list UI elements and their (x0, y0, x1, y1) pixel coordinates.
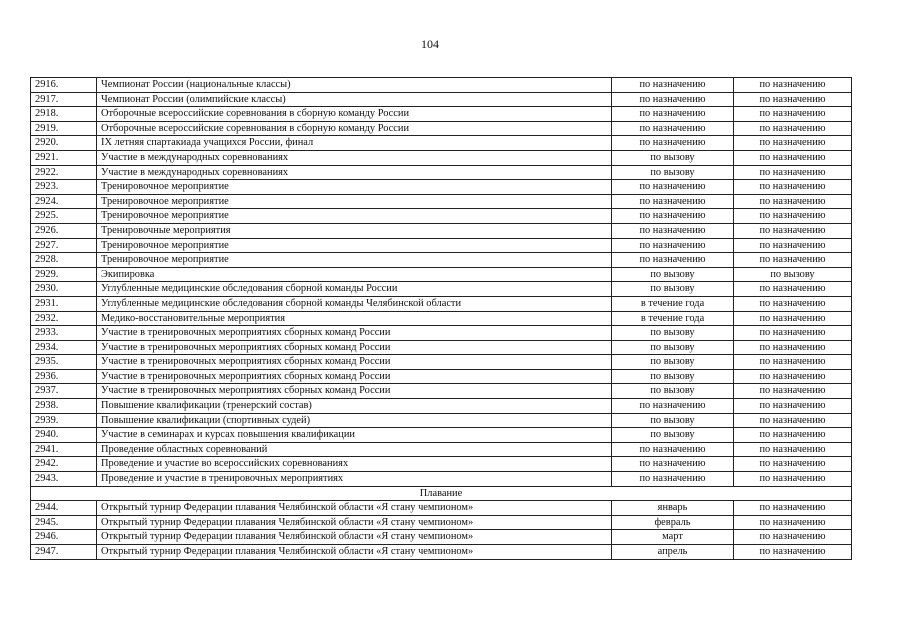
event-date: по вызову (612, 267, 734, 282)
event-place: по назначению (734, 326, 852, 341)
row-number: 2939. (31, 413, 97, 428)
event-name: Тренировочное мероприятие (97, 253, 612, 268)
event-name: Экипировка (97, 267, 612, 282)
row-number: 2938. (31, 399, 97, 414)
event-name: Углубленные медицинские обследования сборной команды России (97, 282, 612, 297)
row-number: 2932. (31, 311, 97, 326)
event-place: по назначению (734, 165, 852, 180)
table-row (31, 92, 852, 107)
event-place: по назначению (734, 413, 852, 428)
event-name: Участие в тренировочных мероприятиях сборных команд России (97, 384, 612, 399)
event-place: по назначению (734, 282, 852, 297)
event-name: Открытый турнир Федерации плавания Челябинской области «Я стану чемпионом» (97, 501, 612, 516)
table-row (31, 530, 852, 545)
event-place: по назначению (734, 472, 852, 487)
row-number: 2947. (31, 545, 97, 560)
row-number: 2916. (31, 78, 97, 93)
table-row (31, 165, 852, 180)
row-number: 2941. (31, 442, 97, 457)
table-row (31, 501, 852, 516)
event-date: по вызову (612, 428, 734, 443)
row-number: 2933. (31, 326, 97, 341)
event-name: Тренировочное мероприятие (97, 238, 612, 253)
table-row (31, 457, 852, 472)
event-name: Повышение квалификации (спортивных судей) (97, 413, 612, 428)
event-date: по назначению (612, 107, 734, 122)
row-number: 2929. (31, 267, 97, 282)
events-table (30, 77, 852, 560)
row-number: 2945. (31, 515, 97, 530)
event-date: по назначению (612, 223, 734, 238)
event-name: Участие в семинарах и курсах повышения квалификации (97, 428, 612, 443)
table-row (31, 296, 852, 311)
row-number: 2919. (31, 121, 97, 136)
event-place: по назначению (734, 457, 852, 472)
row-number: 2936. (31, 369, 97, 384)
table-row (31, 194, 852, 209)
event-date: в течение года (612, 296, 734, 311)
event-place: по назначению (734, 78, 852, 93)
event-date: по назначению (612, 194, 734, 209)
event-date: по вызову (612, 340, 734, 355)
event-date: апрель (612, 545, 734, 560)
table-row (31, 238, 852, 253)
event-name: Участие в тренировочных мероприятиях сборных команд России (97, 369, 612, 384)
event-place: по назначению (734, 399, 852, 414)
row-number: 2943. (31, 472, 97, 487)
table-row (31, 326, 852, 341)
event-date: по вызову (612, 150, 734, 165)
event-place: по назначению (734, 515, 852, 530)
table-row (31, 282, 852, 297)
row-number: 2926. (31, 223, 97, 238)
event-place: по назначению (734, 311, 852, 326)
events-table-body (31, 78, 852, 560)
event-name: Повышение квалификации (тренерский состав) (97, 399, 612, 414)
table-row (31, 384, 852, 399)
event-name: Участие в тренировочных мероприятиях сборных команд России (97, 326, 612, 341)
row-number: 2924. (31, 194, 97, 209)
event-date: по назначению (612, 78, 734, 93)
event-name: Участие в международных соревнованиях (97, 165, 612, 180)
event-date: по вызову (612, 282, 734, 297)
event-date: по вызову (612, 369, 734, 384)
event-date: по назначению (612, 121, 734, 136)
event-name: Открытый турнир Федерации плавания Челябинской области «Я стану чемпионом» (97, 530, 612, 545)
event-place: по назначению (734, 340, 852, 355)
event-date: февраль (612, 515, 734, 530)
event-name: Открытый турнир Федерации плавания Челябинской области «Я стану чемпионом» (97, 545, 612, 560)
event-name: Чемпионат России (национальные классы) (97, 78, 612, 93)
row-number: 2940. (31, 428, 97, 443)
event-place: по назначению (734, 369, 852, 384)
table-row (31, 369, 852, 384)
table-row (31, 136, 852, 151)
event-date: по назначению (612, 209, 734, 224)
event-date: в течение года (612, 311, 734, 326)
event-date: по вызову (612, 413, 734, 428)
event-name: Тренировочное мероприятие (97, 194, 612, 209)
table-row (31, 340, 852, 355)
event-name: Участие в тренировочных мероприятиях сборных команд России (97, 355, 612, 370)
row-number: 2937. (31, 384, 97, 399)
event-place: по назначению (734, 223, 852, 238)
event-name: Участие в международных соревнованиях (97, 150, 612, 165)
event-name: IX летняя спартакиада учащихся России, финал (97, 136, 612, 151)
table-row (31, 413, 852, 428)
row-number: 2930. (31, 282, 97, 297)
table-row (31, 355, 852, 370)
table-row (31, 545, 852, 560)
event-date: по назначению (612, 457, 734, 472)
event-date: январь (612, 501, 734, 516)
event-name: Углубленные медицинские обследования сборной команды Челябинской области (97, 296, 612, 311)
table-row (31, 78, 852, 93)
event-date: по вызову (612, 355, 734, 370)
row-number: 2923. (31, 180, 97, 195)
event-name: Чемпионат России (олимпийские классы) (97, 92, 612, 107)
event-name: Проведение и участие в тренировочных мероприятиях (97, 472, 612, 487)
event-place: по назначению (734, 530, 852, 545)
event-name: Медико-восстановительные мероприятия (97, 311, 612, 326)
event-place: по назначению (734, 107, 852, 122)
row-number: 2928. (31, 253, 97, 268)
event-name: Проведение областных соревнований (97, 442, 612, 457)
event-name: Тренировочное мероприятие (97, 180, 612, 195)
table-row (31, 442, 852, 457)
row-number: 2917. (31, 92, 97, 107)
table-row (31, 515, 852, 530)
event-name: Тренировочное мероприятие (97, 209, 612, 224)
row-number: 2921. (31, 150, 97, 165)
event-name: Участие в тренировочных мероприятиях сборных команд России (97, 340, 612, 355)
event-date: по назначению (612, 92, 734, 107)
event-place: по назначению (734, 545, 852, 560)
event-place: по назначению (734, 121, 852, 136)
event-place: по назначению (734, 442, 852, 457)
table-row (31, 399, 852, 414)
event-date: по назначению (612, 253, 734, 268)
event-name: Отборочные всероссийские соревнования в сборную команду России (97, 121, 612, 136)
event-place: по назначению (734, 253, 852, 268)
row-number: 2942. (31, 457, 97, 472)
event-date: по назначению (612, 399, 734, 414)
row-number: 2944. (31, 501, 97, 516)
event-place: по вызову (734, 267, 852, 282)
event-place: по назначению (734, 238, 852, 253)
table-row (31, 267, 852, 282)
row-number: 2931. (31, 296, 97, 311)
event-date: по вызову (612, 326, 734, 341)
section-row (31, 486, 852, 501)
event-place: по назначению (734, 136, 852, 151)
event-date: по назначению (612, 136, 734, 151)
event-name: Отборочные всероссийские соревнования в сборную команду России (97, 107, 612, 122)
event-date: по вызову (612, 165, 734, 180)
row-number: 2922. (31, 165, 97, 180)
table-row (31, 209, 852, 224)
event-name: Тренировочные мероприятия (97, 223, 612, 238)
table-row (31, 180, 852, 195)
event-date: март (612, 530, 734, 545)
event-place: по назначению (734, 428, 852, 443)
event-place: по назначению (734, 180, 852, 195)
table-row (31, 121, 852, 136)
event-place: по назначению (734, 92, 852, 107)
event-date: по назначению (612, 442, 734, 457)
row-number: 2934. (31, 340, 97, 355)
row-number: 2918. (31, 107, 97, 122)
row-number: 2920. (31, 136, 97, 151)
table-row (31, 472, 852, 487)
table-row (31, 223, 852, 238)
event-date: по назначению (612, 238, 734, 253)
table-row (31, 150, 852, 165)
event-name: Проведение и участие во всероссийских соревнованиях (97, 457, 612, 472)
event-date: по назначению (612, 472, 734, 487)
event-place: по назначению (734, 355, 852, 370)
event-place: по назначению (734, 384, 852, 399)
event-place: по назначению (734, 150, 852, 165)
event-name: Открытый турнир Федерации плавания Челябинской области «Я стану чемпионом» (97, 515, 612, 530)
row-number: 2946. (31, 530, 97, 545)
event-date: по вызову (612, 384, 734, 399)
event-place: по назначению (734, 296, 852, 311)
row-number: 2935. (31, 355, 97, 370)
table-row (31, 428, 852, 443)
event-place: по назначению (734, 209, 852, 224)
page-number: 104 (421, 37, 439, 51)
event-place: по назначению (734, 501, 852, 516)
event-date: по назначению (612, 180, 734, 195)
row-number: 2927. (31, 238, 97, 253)
table-row (31, 253, 852, 268)
row-number: 2925. (31, 209, 97, 224)
table-row (31, 311, 852, 326)
table-row (31, 107, 852, 122)
section-heading: Плавание (31, 486, 852, 501)
event-place: по назначению (734, 194, 852, 209)
